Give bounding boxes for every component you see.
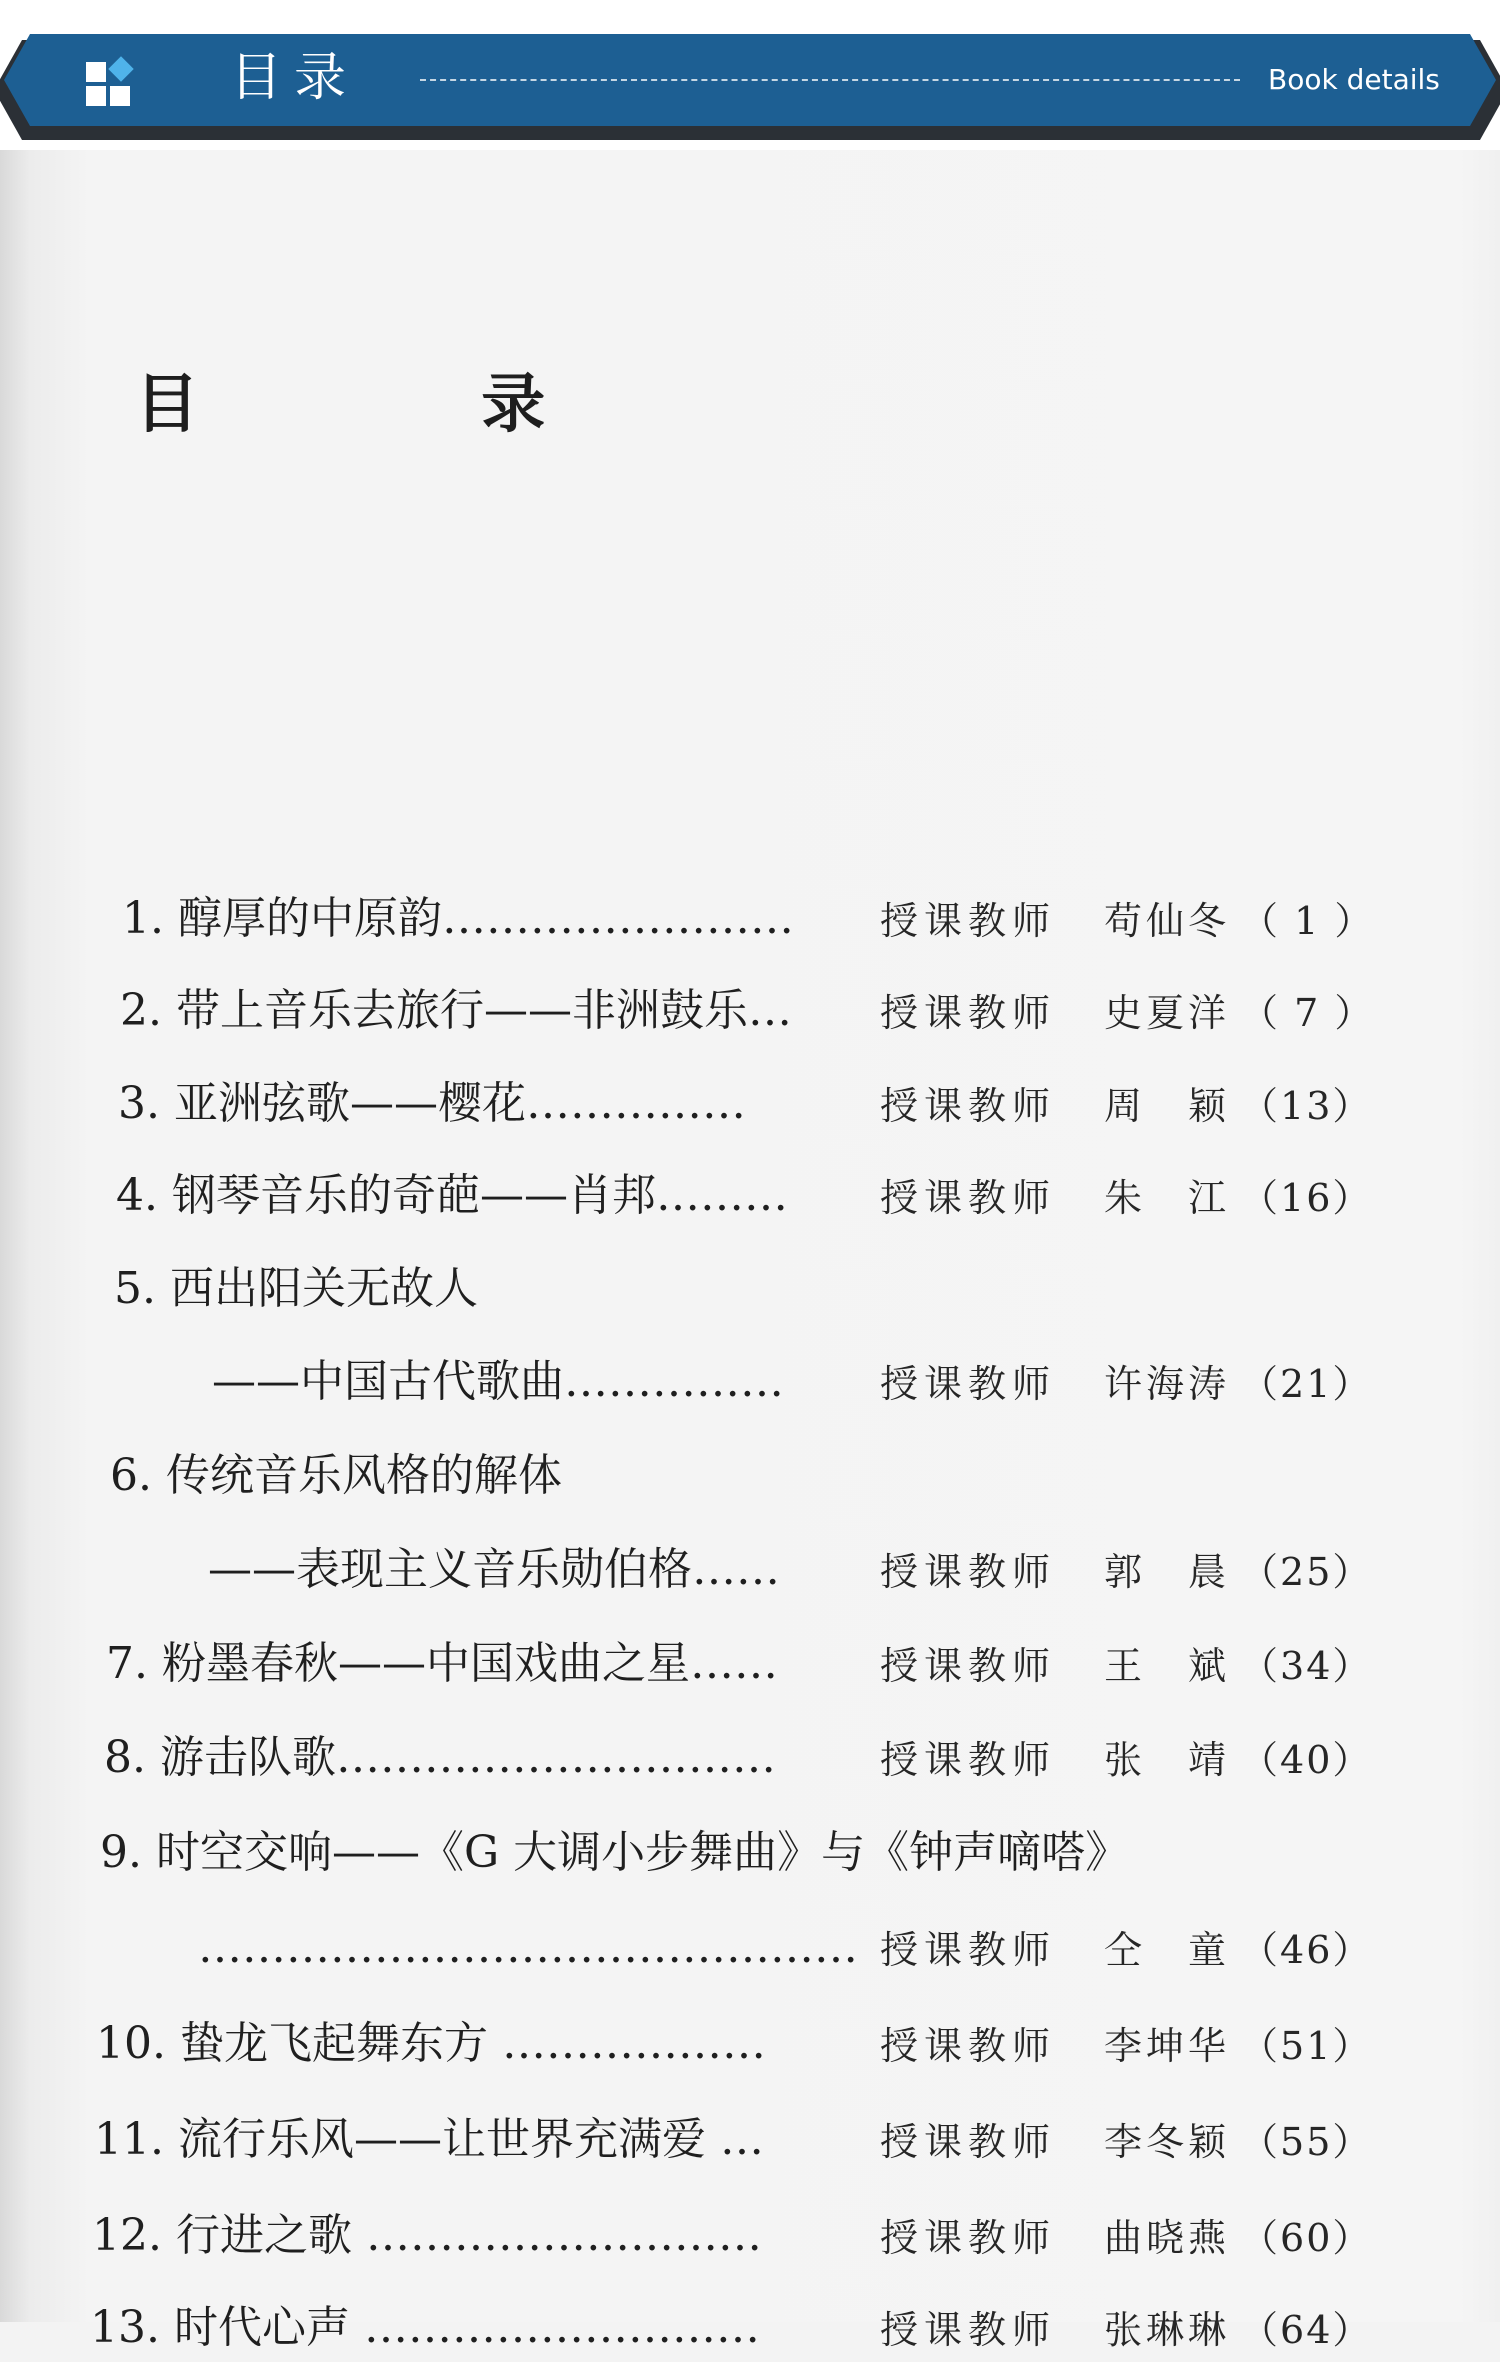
toc-entry [0, 975, 1500, 1045]
page-number: （ 1 ） [1240, 899, 1375, 943]
toc-entry-title: 8. 游击队歌………………………… [104, 1732, 776, 1783]
toc-entry-credit [880, 1734, 1372, 1786]
toc-list [0, 150, 1500, 2353]
toc-entry-continuation [0, 1912, 1500, 1982]
teacher-name: 朱 江 [1104, 1176, 1231, 1220]
toc-entry [0, 1628, 1500, 1698]
teacher-label: 授课教师 [880, 1550, 1057, 1594]
page-number: （60） [1240, 2216, 1373, 2260]
teacher-label: 授课教师 [880, 2308, 1057, 2352]
page-number: （34） [1240, 1644, 1373, 1688]
toc-entry-continuation [0, 1346, 1500, 1416]
toc-entry-title: 7. 粉墨春秋——中国戏曲之星…… [106, 1638, 778, 1689]
toc-entry-credit [880, 1546, 1372, 1598]
teacher-label: 授课教师 [880, 2024, 1057, 2068]
toc-entry-title: 5. 西出阳关无故人 [114, 1263, 478, 1314]
toc-entry [0, 2292, 1500, 2362]
toc-entry [0, 2104, 1500, 2174]
teacher-label: 授课教师 [880, 2216, 1057, 2260]
teacher-label: 授课教师 [880, 1362, 1057, 1406]
toc-entry-title: 3. 亚洲弦歌——樱花…………… [118, 1078, 746, 1129]
toc-entry-title: 1. 醇厚的中原韵…………………… [122, 893, 794, 944]
teacher-name: 许海涛 [1104, 1362, 1231, 1406]
toc-entry [0, 883, 1500, 953]
toc-entry-credit [880, 1358, 1372, 1410]
page-number: （46） [1240, 1928, 1373, 1972]
toc-entry-title: 9. 时空交响——《G 大调小步舞曲》与《钟声嘀嗒》 [100, 1827, 1130, 1878]
book-details-banner [0, 0, 1500, 150]
teacher-label: 授课教师 [880, 991, 1057, 1035]
toc-entry [0, 2200, 1500, 2270]
teacher-name: 周 颖 [1104, 1084, 1231, 1128]
teacher-label: 授课教师 [880, 1738, 1057, 1782]
toc-entry [0, 2008, 1500, 2078]
toc-entry-title: 6. 传统音乐风格的解体 [110, 1450, 562, 1501]
teacher-label: 授课教师 [880, 1084, 1057, 1128]
teacher-name: 曲晓燕 [1104, 2216, 1231, 2260]
toc-page [0, 150, 1500, 2353]
teacher-label: 授课教师 [880, 1644, 1057, 1688]
toc-entry-credit [880, 895, 1374, 947]
toc-entry-title: ——表现主义音乐勋伯格…… [208, 1544, 780, 1595]
banner-divider [420, 79, 1240, 81]
page-number: （64） [1240, 2308, 1373, 2352]
toc-entry-credit [880, 2020, 1372, 2072]
teacher-name: 仝 童 [1104, 1928, 1231, 1972]
page-number: （13） [1240, 1084, 1373, 1128]
toc-entry-credit [880, 1172, 1372, 1224]
toc-entry [0, 1160, 1500, 1230]
toc-entry [0, 1722, 1500, 1792]
toc-entry [0, 1817, 1500, 1887]
toc-entry-credit [880, 2304, 1372, 2356]
toc-entry-title: 12. 行进之歌 ……………………… [92, 2210, 762, 2261]
toc-entry-credit [880, 2116, 1372, 2168]
book-details-link[interactable]: Book details [1268, 63, 1440, 96]
toc-entry-credit [880, 987, 1374, 1039]
page-number: （16） [1240, 1176, 1373, 1220]
toc-entry-credit [880, 1924, 1372, 1976]
page-number: （ 7 ） [1240, 991, 1375, 1035]
teacher-name: 王 斌 [1104, 1644, 1231, 1688]
toc-entry-title: ——中国古代歌曲…………… [212, 1356, 784, 1407]
teacher-name: 张琳琳 [1104, 2308, 1231, 2352]
teacher-name: 郭 晨 [1104, 1550, 1231, 1594]
teacher-label: 授课教师 [880, 1928, 1057, 1972]
page-number: （25） [1240, 1550, 1373, 1594]
teacher-label: 授课教师 [880, 899, 1057, 943]
teacher-name: 张 靖 [1104, 1738, 1231, 1782]
page-heading: 目 录 [135, 367, 676, 442]
toc-entry-title: 10. 蛰龙飞起舞东方 ……………… [96, 2018, 766, 2069]
teacher-label: 授课教师 [880, 1176, 1057, 1220]
toc-entry-continuation [0, 1534, 1500, 1604]
teacher-label: 授课教师 [880, 2120, 1057, 2164]
grid-icon [86, 56, 138, 108]
toc-entry-title: 2. 带上音乐去旅行——非洲鼓乐… [120, 985, 792, 1036]
page-number: （51） [1240, 2024, 1373, 2068]
toc-entry-title: 4. 钢琴音乐的奇葩——肖邦……… [116, 1170, 788, 1221]
toc-entry-credit [880, 1640, 1372, 1692]
page-number: （21） [1240, 1362, 1373, 1406]
teacher-name: 苟仙冬 [1104, 899, 1231, 943]
toc-entry-title: 13. 时代心声 ……………………… [90, 2302, 760, 2353]
page-number: （55） [1240, 2120, 1373, 2164]
teacher-name: 李坤华 [1104, 2024, 1231, 2068]
toc-entry [0, 1068, 1500, 1138]
toc-entry-title: ……………………………………… [198, 1922, 858, 1973]
toc-entry [0, 1253, 1500, 1323]
toc-entry-credit [880, 1080, 1372, 1132]
teacher-name: 李冬颖 [1104, 2120, 1231, 2164]
toc-entry-credit [880, 2212, 1372, 2264]
toc-entry-title: 11. 流行乐风——让世界充满爱 … [94, 2114, 764, 2165]
toc-entry [0, 1440, 1500, 1510]
teacher-name: 史夏洋 [1104, 991, 1231, 1035]
banner-title: 目录 [230, 48, 359, 108]
page-number: （40） [1240, 1738, 1373, 1782]
